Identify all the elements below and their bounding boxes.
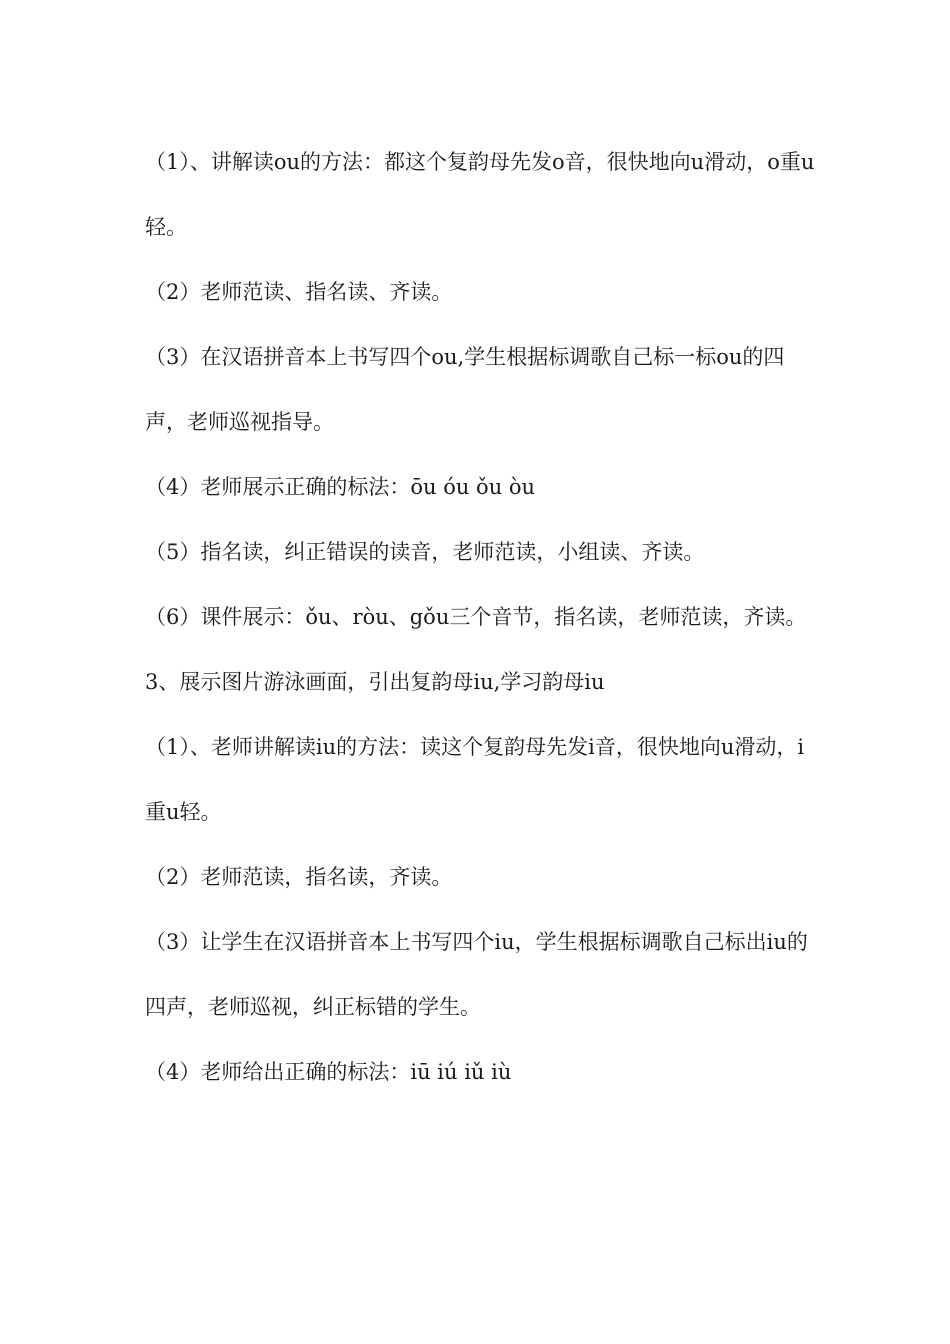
paragraph-iu-model-reading: （2）老师范读，指名读，齐读。 [145,865,453,889]
paragraph-iu-method: （1）、老师讲解读iu的方法：读这个复韵母先发i音，很快地向u滑动，i重u轻。 [145,735,805,824]
paragraph-ou-tones: （4）老师展示正确的标法：ōu óu ǒu òu [145,475,536,499]
paragraph-ou-model-reading: （2）老师范读、指名读、齐读。 [145,280,453,304]
paragraph-ou-syllables: （6）课件展示：ǒu、ròu、gǒu三个音节，指名读，老师范读，齐读。 [145,605,807,629]
paragraph-ou-correction: （5）指名读，纠正错误的读音，老师范读，小组读、齐读。 [145,540,705,564]
paragraph-iu-intro: 3、展示图片游泳画面，引出复韵母iu,学习韵母iu [145,670,605,694]
paragraph-ou-writing: （3）在汉语拼音本上书写四个ou,学生根据标调歌自己标一标ou的四声，老师巡视指导。 [145,345,785,434]
paragraph-iu-writing: （3）让学生在汉语拼音本上书写四个iu，学生根据标调歌自己标出iu的四声，老师巡视，纠正标错的学生。 [145,930,808,1019]
paragraph-iu-tones: （4）老师给出正确的标法：iū iú iǔ iù [145,1060,512,1084]
document-body [145,130,815,1105]
paragraph-ou-method: （1）、讲解读ou的方法：都这个复韵母先发o音，很快地向u滑动，o重u轻。 [145,150,815,239]
